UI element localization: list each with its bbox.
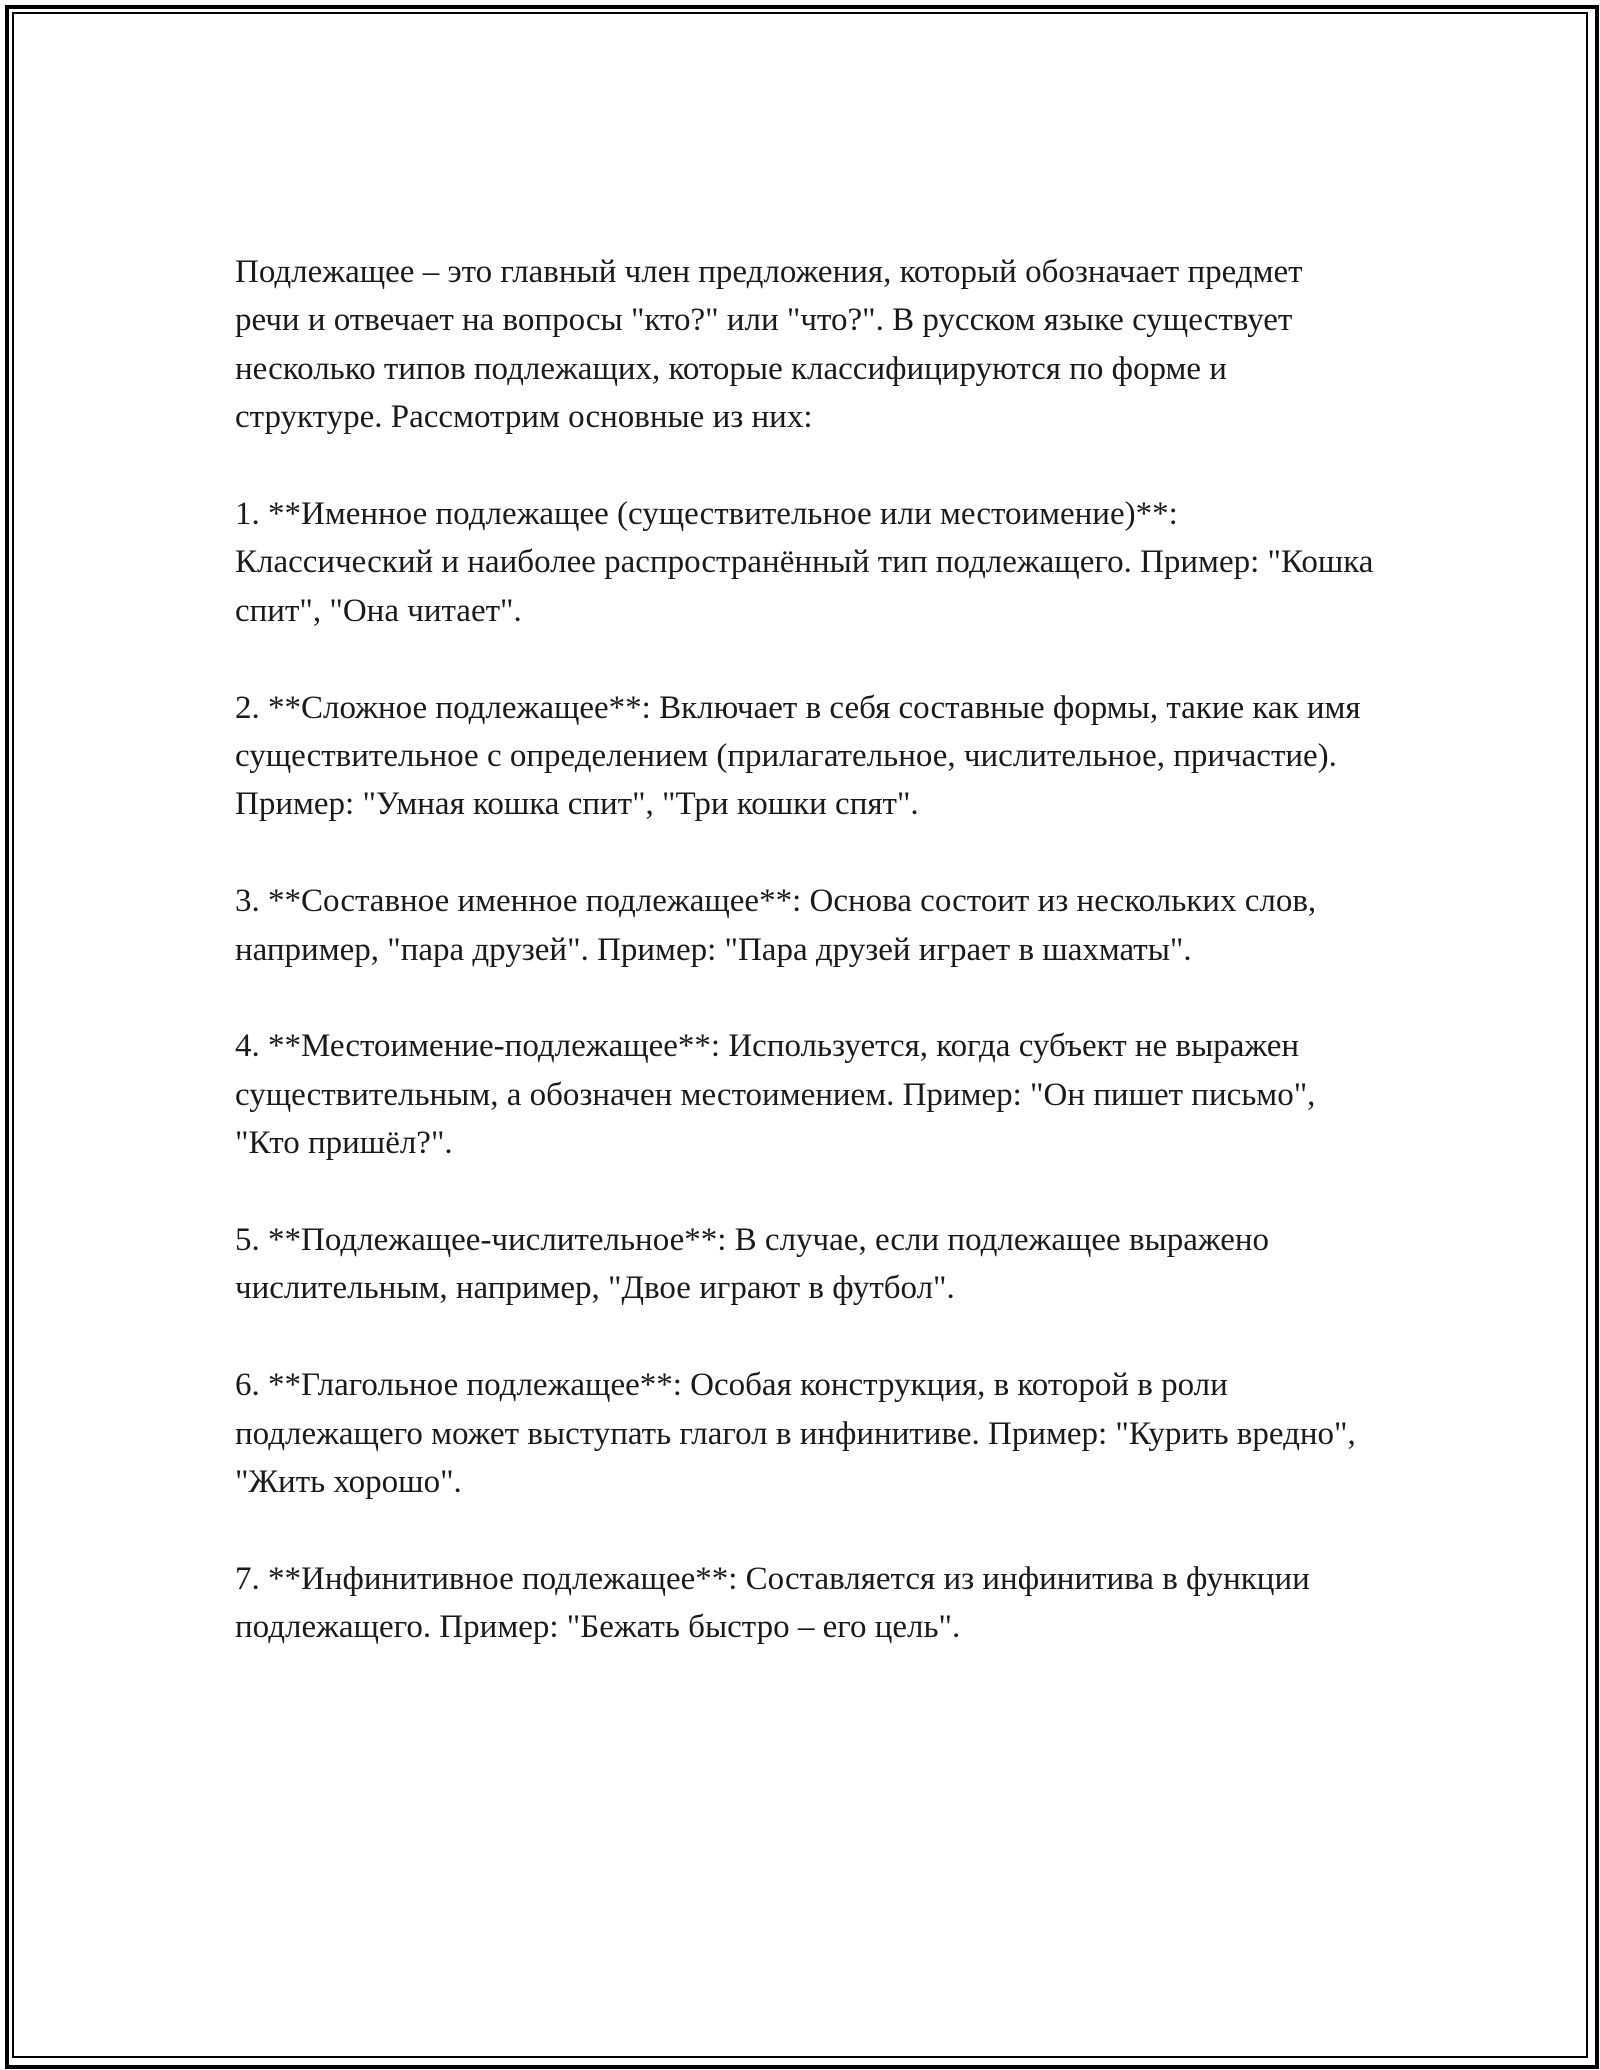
list-item: 1. **Именное подлежащее (существительное или местоимение)**: Классический и наиболее распространённый тип подлежащего. Пример: "Кошка спит", "Она читает". — [235, 496, 1374, 629]
list-item: 2. **Сложное подлежащее**: Включает в себя составные формы, такие как имя существительное с определением (прилагательное, числительное, причастие). Пример: "Умная кошка спит", "Три кошки спят". — [235, 689, 1361, 823]
document-body — [235, 248, 1375, 1652]
list-item: 7. **Инфинитивное подлежащее**: Составляется из инфинитива в функции подлежащего. Пример: "Бежать быстро – его цель". — [235, 1560, 1310, 1646]
list-item: 3. **Составное именное подлежащее**: Основа состоит из нескольких слов, например, "пара друзей". Пример: "Пара друзей играет в шахматы". — [235, 883, 1317, 968]
list-item: 6. **Глагольное подлежащее**: Особая конструкция, в которой в роли подлежащего может выступать глагол в инфинитиве. Пример: "Курить вредно", "Жить хорошо". — [235, 1367, 1356, 1501]
intro-paragraph: Подлежащее – это главный член предложения, который обозначает предмет речи и отвечает на вопросы "кто?" или "что?". В русском языке существует несколько типов подлежащих, которые классифицируются по форме и структуре. Рассмотрим основные из них: — [235, 254, 1303, 436]
list-item: 4. **Местоимение-подлежащее**: Используется, когда субъект не выражен существительным, а обозначен местоимением. Пример: "Он пишет письмо", "Кто пришёл?". — [235, 1028, 1316, 1162]
list-item: 5. **Подлежащее-числительное**: В случае, если подлежащее выражено числительным, например, "Двое играют в футбол". — [235, 1222, 1270, 1307]
